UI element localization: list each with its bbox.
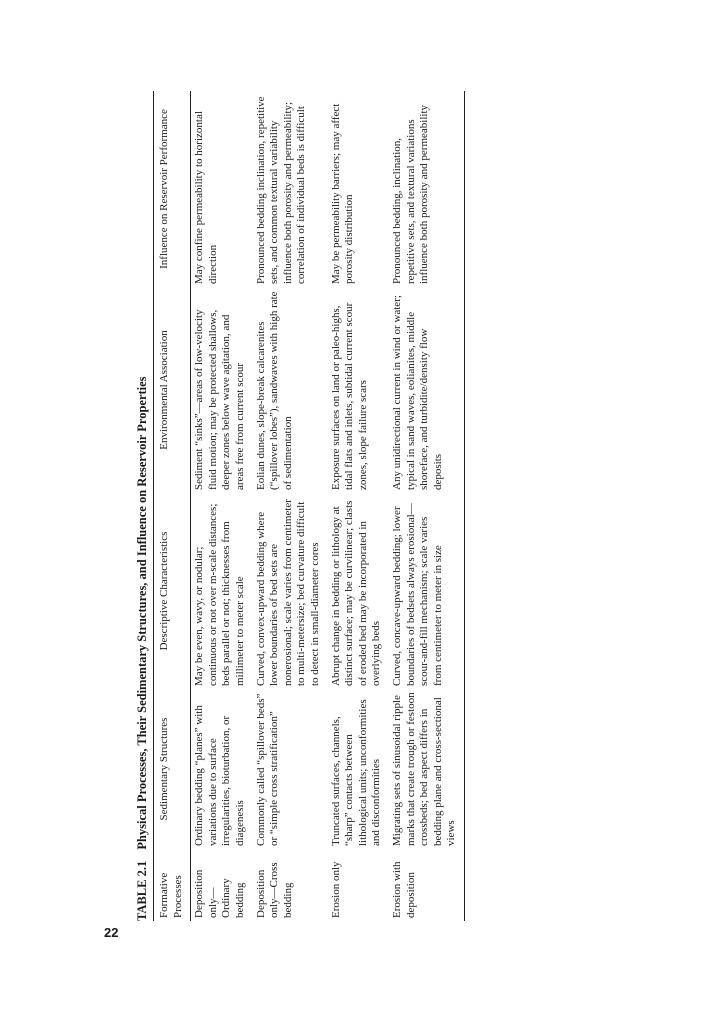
cell-descriptive-characteristics: Abrupt change in bedding or lithology at distinct surface; may be curvilinear; clasts of eroded bed may be incorporated in overlying beds bbox=[329, 500, 383, 686]
cell-reservoir-influence: Pronounced bedding inclination, repetitive sets, and common textural variability influence both porosity and permeability; correlation of individual beds is difficult bbox=[254, 96, 308, 284]
cell-reservoir-influence: Pronounced bedding, inclination, repetitive sets, and textural variations influence both porosity and permeability bbox=[389, 91, 464, 287]
cell-formative-process: Erosion with deposition bbox=[389, 849, 464, 921]
sedimentary-structures-table bbox=[154, 91, 465, 921]
table-header-row bbox=[154, 91, 191, 921]
cell-sedimentary-structure: Commonly called “spillover beds” or “simple cross stratification” bbox=[254, 693, 281, 846]
rotated-table-container bbox=[134, 91, 554, 921]
header-descriptive-characteristics: Descriptive Characteristics bbox=[154, 493, 191, 689]
header-reservoir-influence: Influence on Reservoir Performance bbox=[154, 91, 191, 287]
table-title: Physical Processes, Their Sedimentary Structures, and Influence on Reservoir Properties bbox=[135, 376, 149, 850]
cell-descriptive-characteristics: Curved, concave-upward bedding; lower boundaries of bedsets always erosional—scour-and-fill mechanism; scale varies from centimeter to meter in size bbox=[389, 493, 464, 689]
table-caption bbox=[134, 91, 154, 921]
cell-sedimentary-structure: Migrating sets of sinusoidal ripple marks that create trough or festoon crossbeds; bed aspect differs in bedding plane and cross-sectional views bbox=[389, 689, 464, 849]
cell-formative-process: Erosion only bbox=[329, 861, 342, 918]
cell-reservoir-influence: May confine permeability to horizontal direction bbox=[193, 111, 219, 284]
header-environmental-association: Environmental Association bbox=[154, 287, 191, 493]
cell-reservoir-influence: May be permeability barriers; may affect porosity distribution bbox=[329, 103, 356, 284]
cell-sedimentary-structure: Ordinary bedding “planes” with variations due to surface irregularities, bioturbation, or diagenesis bbox=[193, 705, 246, 846]
cell-descriptive-characteristics: May be even, wavy, or nodular; continuous or not over m-scale distances; beds parallel or not; thicknesses from millimeter to meter scale bbox=[193, 503, 246, 686]
header-sedimentary-structures: Sedimentary Structures bbox=[154, 689, 191, 849]
table-row bbox=[253, 91, 328, 921]
cell-environmental-association: Sediment “sinks”—areas of low-velocity fluid motion; may be protected shallows, deeper zones below wave agitation, and areas free from current scour bbox=[193, 309, 246, 490]
table-label: TABLE 2.1 bbox=[135, 860, 149, 921]
cell-environmental-association: Any unidirectional current in wind or water; typical in sand waves, eolianites, middle shoreface, and turbidite/density flow deposits bbox=[389, 287, 464, 493]
cell-descriptive-characteristics: Curved, convex-upward bedding where lower boundaries of bed sets are nonerosional; scale varies from centimeter to multi-metersize; bed curvature difficult to detect in small-diameter cores bbox=[254, 499, 321, 686]
table-row bbox=[328, 91, 389, 921]
cell-formative-process: Deposition only—Cross bedding bbox=[254, 862, 294, 918]
table-row bbox=[389, 91, 464, 921]
table-row bbox=[191, 91, 253, 921]
cell-sedimentary-structure: Truncated surfaces, channels, “sharp” contacts between lithological units; unconformities and disconformities bbox=[329, 699, 383, 846]
cell-formative-process: Deposition only—Ordinary bedding bbox=[193, 869, 246, 918]
header-formative-processes: Formative Processes bbox=[154, 849, 191, 921]
cell-environmental-association: Eolian dunes, slope-break calcarenites (“spillover lobes”), sandwaves with high rate of sedimentation bbox=[254, 291, 294, 490]
page-number: 22 bbox=[104, 925, 119, 940]
cell-environmental-association: Exposure surfaces on land or paleo-highs, tidal flats and inlets, subtidal current scour zones, slope failure scars bbox=[329, 302, 369, 490]
